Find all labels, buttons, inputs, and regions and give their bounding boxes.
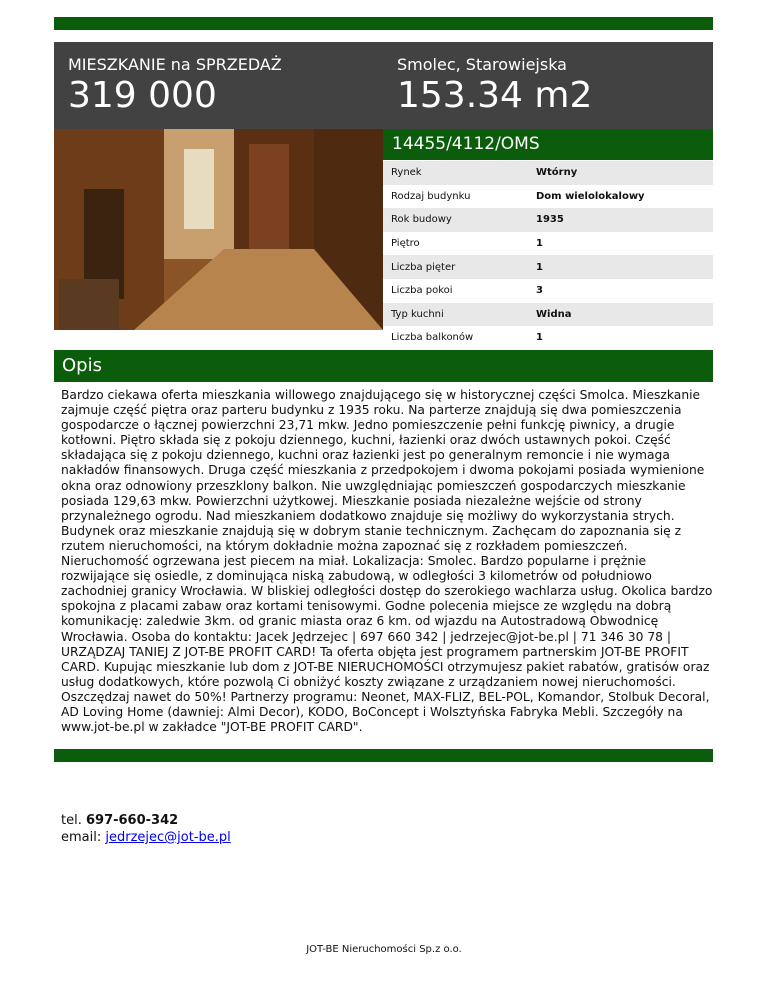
detail-label: Liczba pięter: [391, 261, 456, 273]
description-heading: Opis: [54, 350, 713, 382]
details-table: [383, 161, 713, 350]
bottom-accent-bar: [54, 749, 713, 762]
email-link[interactable]: jedrzejec@jot-be.pl: [105, 830, 231, 845]
price: 319 000: [68, 75, 217, 116]
detail-label: Typ kuchni: [391, 308, 444, 320]
detail-label: Liczba balkonów: [391, 332, 474, 344]
detail-row: [383, 208, 713, 232]
footer-company: JOT-BE Nieruchomości Sp.z o.o.: [306, 944, 462, 955]
offer-id: 14455/4112/OMS: [383, 129, 713, 160]
area: 153.34 m2: [397, 75, 593, 116]
contact-block: [61, 812, 231, 846]
property-photo: [54, 129, 383, 330]
location: Smolec, Starowiejska: [397, 55, 567, 74]
detail-label: Liczba pokoi: [391, 285, 453, 297]
detail-row: [383, 279, 713, 303]
detail-row: [383, 303, 713, 327]
detail-row: [383, 326, 713, 350]
phone-line: [61, 812, 231, 829]
detail-value: Dom wielolokalowy: [536, 190, 645, 202]
top-accent-bar: [54, 17, 713, 30]
detail-row: [383, 185, 713, 209]
detail-value: Widna: [536, 308, 572, 320]
detail-label: Rynek: [391, 167, 422, 179]
phone-number: 697-660-342: [85, 813, 179, 828]
detail-row: [383, 255, 713, 279]
description-text: Bardzo ciekawa oferta mieszkania willowego znajdującego się w historycznej części Smolca. Mieszkanie zajmuje część piętra oraz parteru budynku z 1935 roku. Na parterze znajdują się dwa pomieszczenia gospodarcze o łącznej powierzchni 23,71 mkw. Jedno pomieszczenie pełni funkcję piwnicy, a drugie kotłowni. Piętro składa się z pokoju dziennego, kuchni, łazienki oraz dwóch ustawnych pokoi. Część składająca się z pokoju dziennego, kuchni oraz łazienki jest po generalnym remoncie i nie wymaga nakładów finansowych. Druga część mieszkania z przedpokojem i dwoma pokojami posiada wymienione okna oraz odnowiony przeszklony balkon. Nie uwzględniając pomieszczeń gospodarczych mieszkanie posiada 129,63 mkw. Powierzchni użytkowej. Mieszkanie posiada niezależne wejście od strony przynależnego ogrodu. Nad mieszkaniem dodatkowo znajduje się możliwy do wykorzystania strych. Budynek oraz mieszkanie znajdują się w dobrym stanie technicznym. Zachęcam do zapoznania się z rzutem nieruchomości, na którym dokładnie można zapoznać się z rozkładem pomieszczeń. Nieruchomość ogrzewana jest piecem na miał. Lokalizacja: Smolec. Bardzo popularne i prężnie rozwijające się osiedle, z dominująca niską zabudową, w odległości 3 kilometrów od południowo zachodniej granicy Wrocławia. W bliskiej odległości dostęp do szerokiego wachlarza usług. Okolica bardzo spokojna z placami zabaw oraz kortami tenisowymi. Godne polecenia miejsce ze względu na dobrą komunikację: zaledwie 3km. od granic miasta oraz 6 km. od wjazdu na Autostradową Obwodnicę Wrocławia. Osoba do kontaktu: Jacek Jędrzejec | 697 660 342 | jedrzejec@jot-be.pl | 71 346 30 78 | URZĄDZAJ TANIEJ Z JOT-BE PROFIT CARD! Ta oferta objęta jest programem partnerskim JOT-BE PROFIT CARD. Kupując mieszkanie lub dom z JOT-BE NIERUCHOMOŚCI otrzymujesz pakiet rabatów, gratisów oraz usług dodatkowych, które pozwolą Ci obniżyć koszty związane z urządzaniem nowej nieruchomości. Oszczędzaj nawet do 50%! Partnerzy programu: Neonet, MAX-FLIZ, BEL-POL, Komandor, Stolbuk Decoral, AD Loving Home (dawniej: Almi Decor), KODO, BoConcept i Wolsztyńska Fabryka Mebli. Szczegóły na www.jot-be.pl w zakładce "JOT-BE PROFIT CARD".: [61, 388, 713, 735]
phone-label: tel.: [61, 813, 82, 828]
detail-row: [383, 232, 713, 256]
detail-value: 1: [536, 332, 543, 344]
detail-row: [383, 161, 713, 185]
email-label: email:: [61, 830, 102, 845]
offer-type: MIESZKANIE na SPRZEDAŻ: [68, 55, 282, 74]
detail-value: 1: [536, 261, 543, 273]
detail-value: 3: [536, 285, 543, 297]
detail-label: Rodzaj budynku: [391, 190, 471, 202]
detail-label: Piętro: [391, 238, 420, 250]
detail-value: 1935: [536, 214, 564, 226]
email-line: [61, 829, 231, 846]
listing-header: [54, 42, 713, 129]
detail-value: Wtórny: [536, 167, 578, 179]
detail-value: 1: [536, 238, 543, 250]
detail-label: Rok budowy: [391, 214, 452, 226]
